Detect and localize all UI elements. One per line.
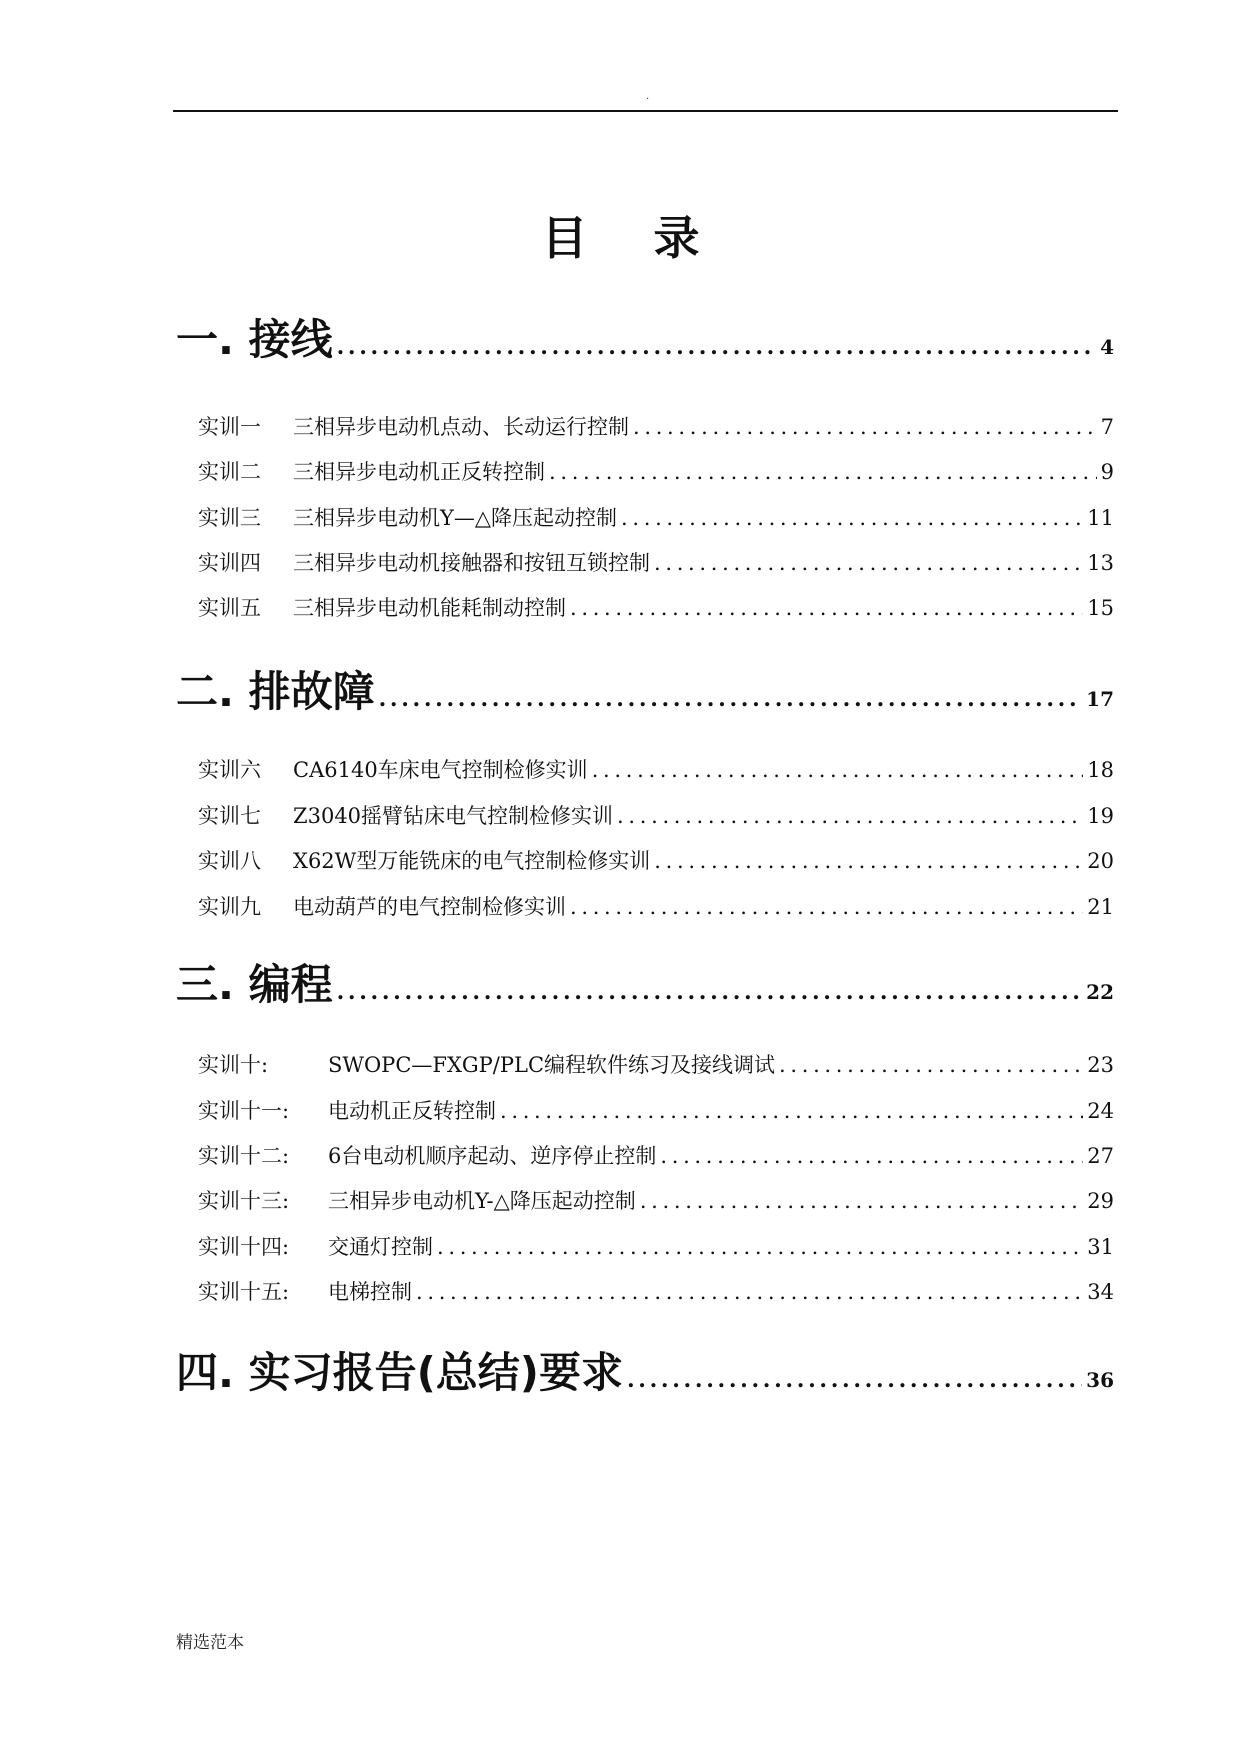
dot-leader [779,1050,1083,1080]
toc-page-number: 19 [1087,804,1114,828]
toc-entry-title: 三相异步电动机接触器和按钮互锁控制 [293,551,650,575]
toc-section-report[interactable] [176,1345,1114,1408]
toc-page-number: 36 [1086,1368,1114,1392]
toc-entry-title: 三相异步电动机Y—△降压起动控制 [293,506,618,530]
toc-page-number: 7 [1100,415,1114,439]
toc-entry-code: 实训五 [198,596,261,620]
toc-entry[interactable] [198,892,1114,922]
toc-entry[interactable] [198,846,1114,876]
toc-page-number: 17 [1086,687,1114,711]
toc-entry-title: 三相异步电动机Y-△降压起动控制 [328,1189,636,1213]
toc-section-wiring[interactable] [176,312,1114,375]
toc-page-number: 21 [1087,895,1114,919]
dot-leader [640,1186,1083,1216]
header-rule [173,110,1118,112]
toc-entry-title: 交通灯控制 [328,1235,433,1259]
toc-entry-title: 电动机正反转控制 [328,1099,496,1123]
dot-leader [500,1096,1083,1126]
toc-section-troubleshooting[interactable] [176,664,1114,727]
toc-entry-title: X62W型万能铣床的电气控制检修实训 [293,849,651,873]
toc-entry-title: 6台电动机顺序起动、逆序停止控制 [328,1144,657,1168]
toc-section-label: 四. 实习报告(总结)要求 [176,1348,623,1397]
toc-entry[interactable] [198,1277,1114,1307]
toc-page-number: 22 [1086,980,1114,1004]
dot-leader [621,503,1083,533]
toc-entry-title: 三相异步电动机正反转控制 [293,460,545,484]
dot-leader [570,593,1083,623]
dot-leader [654,846,1083,876]
toc-entry-title: 电动葫芦的电气控制检修实训 [293,895,566,919]
toc-entry-title: Z3040摇臂钻床电气控制检修实训 [293,804,614,828]
dot-leader [437,1232,1083,1262]
toc-entry[interactable] [198,1141,1114,1171]
toc-entry[interactable] [198,548,1114,578]
toc-entry-code: 实训一 [198,415,261,439]
dot-leader [570,892,1083,922]
toc-page-number: 13 [1087,551,1114,575]
toc-section-label: 三. 编程 [176,960,333,1009]
toc-page-number: 11 [1087,506,1114,530]
toc-entry-title: 三相异步电动机能耗制动控制 [293,596,566,620]
toc-page-number: 27 [1087,1144,1114,1168]
dot-leader [549,457,1097,487]
dot-leader [337,964,1083,1020]
page-title: 目录 [541,211,766,265]
toc-entry-code: 实训十五: [198,1280,290,1304]
toc-section-programming[interactable] [176,957,1114,1020]
toc-entry-code: 实训十一: [198,1099,290,1123]
header-dot: . [646,91,650,102]
toc-page-number: 20 [1087,849,1114,873]
toc-page-number: 29 [1087,1189,1114,1213]
toc-entry[interactable] [198,503,1114,533]
toc-entry-code: 实训三 [198,506,261,530]
toc-page-number: 18 [1087,758,1114,782]
dot-leader [633,412,1097,442]
toc-entry[interactable] [198,1232,1114,1262]
footer-note: 精选范本 [176,1633,244,1653]
toc-entry-code: 实训十三: [198,1189,290,1213]
toc-entry-title: 三相异步电动机点动、长动运行控制 [293,415,629,439]
dot-leader [337,319,1097,375]
toc-entry-code: 实训六 [198,758,261,782]
dot-leader [416,1277,1083,1307]
toc-entry-code: 实训九 [198,895,261,919]
dot-leader [617,801,1083,831]
toc-page-number: 4 [1100,335,1114,359]
toc-entry-title: CA6140车床电气控制检修实训 [293,758,588,782]
toc-entry-code: 实训七 [198,804,261,828]
toc-section-label: 二. 排故障 [176,667,375,716]
toc-page-number: 9 [1100,460,1114,484]
dot-leader [660,1141,1083,1171]
toc-page-number: 15 [1087,596,1114,620]
toc-page-number: 24 [1087,1099,1114,1123]
toc-entry[interactable] [198,1186,1114,1216]
toc-entry-code: 实训八 [198,849,261,873]
toc-entry[interactable] [198,457,1114,487]
toc-entry[interactable] [198,1050,1114,1080]
toc-section-label: 一. 接线 [176,315,333,364]
toc-entry-code: 实训十四: [198,1235,290,1259]
toc-page-number: 23 [1087,1053,1114,1077]
toc-entry-code: 实训十: [198,1053,269,1077]
toc-entry-title: SWOPC—FXGP/PLC编程软件练习及接线调试 [328,1053,776,1077]
toc-entry[interactable] [198,593,1114,623]
toc-entry[interactable] [198,755,1114,785]
toc-page-number: 31 [1087,1235,1114,1259]
toc-entry[interactable] [198,1096,1114,1126]
toc-entry-title: 电梯控制 [328,1280,412,1304]
toc-entry[interactable] [198,801,1114,831]
toc-entry[interactable] [198,412,1114,442]
dot-leader [592,755,1084,785]
dot-leader [627,1352,1082,1408]
dot-leader [379,671,1083,727]
toc-entry-code: 实训二 [198,460,261,484]
toc-entry-code: 实训十二: [198,1144,290,1168]
dot-leader [654,548,1083,578]
toc-page-number: 34 [1087,1280,1114,1304]
toc-entry-code: 实训四 [198,551,261,575]
